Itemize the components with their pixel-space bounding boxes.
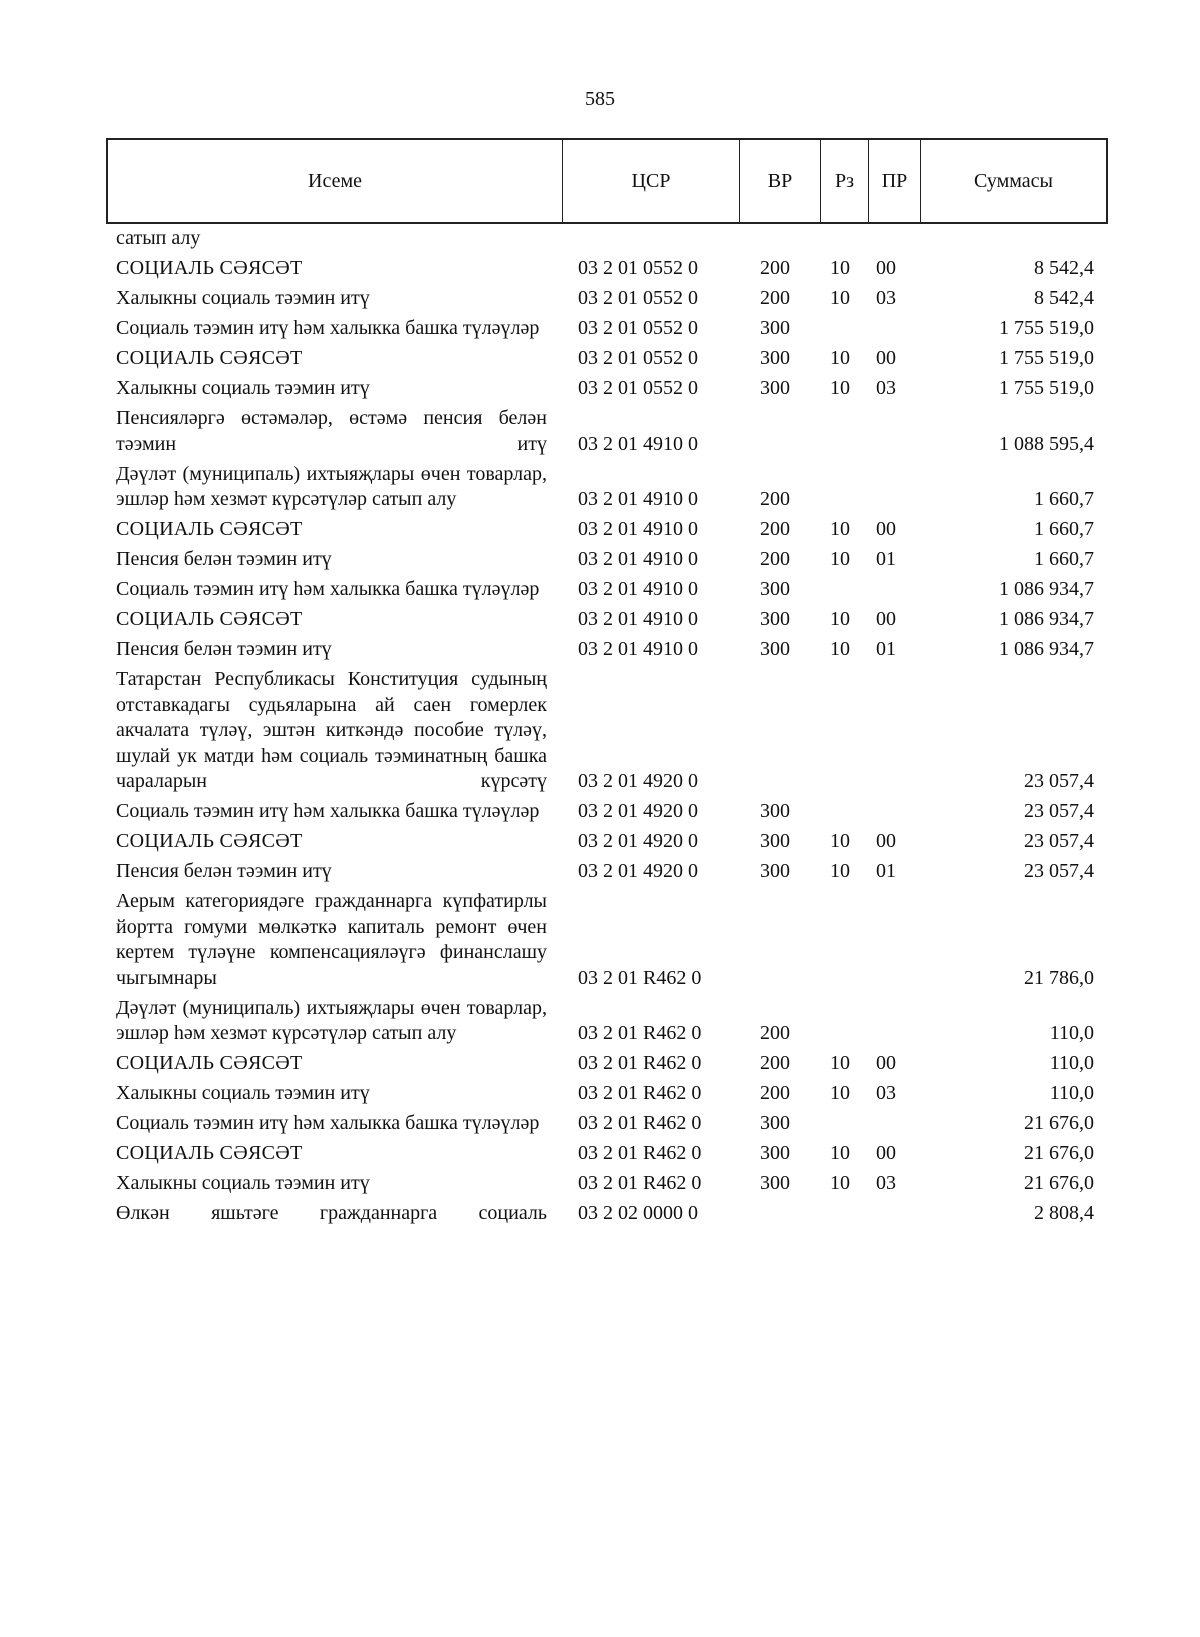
row-sum: 21 676,0 bbox=[1024, 1172, 1094, 1194]
table-row bbox=[0, 1111, 1200, 1137]
table-row bbox=[0, 1051, 1200, 1077]
row-rz: 10 bbox=[830, 638, 850, 660]
row-rz: 10 bbox=[830, 860, 850, 882]
row-csr: 03 2 01 0552 0 bbox=[578, 377, 698, 399]
table-row bbox=[0, 799, 1200, 825]
row-csr: 03 2 01 R462 0 bbox=[578, 966, 702, 989]
row-vr: 300 bbox=[760, 317, 790, 339]
row-name: Өлкән яшьтәге гражданнарга социаль bbox=[116, 1202, 547, 1224]
row-sum: 21 676,0 bbox=[1024, 1112, 1094, 1134]
row-sum: 110,0 bbox=[1049, 1082, 1094, 1104]
row-csr: 03 2 01 R462 0 bbox=[578, 1112, 702, 1134]
table-row bbox=[0, 607, 1200, 633]
row-pr: 03 bbox=[876, 1082, 896, 1104]
table-row bbox=[0, 637, 1200, 663]
row-pr: 00 bbox=[876, 257, 896, 279]
row-name: Пенсия белән тәэмин итү bbox=[116, 860, 332, 882]
row-vr: 300 bbox=[760, 578, 790, 600]
table-row bbox=[0, 462, 1200, 513]
table-row bbox=[0, 256, 1200, 282]
row-pr: 00 bbox=[876, 347, 896, 369]
table-row bbox=[0, 517, 1200, 543]
table-row bbox=[0, 1081, 1200, 1107]
row-name: Социаль тәэмин итү һәм халыкка башка түләүләр bbox=[116, 317, 540, 339]
table-row bbox=[0, 226, 1200, 252]
row-sum: 1 088 595,4 bbox=[999, 432, 1094, 455]
row-csr: 03 2 01 4910 0 bbox=[578, 638, 698, 660]
row-pr: 00 bbox=[876, 1142, 896, 1164]
row-name: СОЦИАЛЬ СӘЯСӘТ bbox=[116, 1142, 303, 1164]
table-row bbox=[0, 889, 1200, 991]
row-name: Социаль тәэмин итү һәм халыкка башка түләүләр bbox=[116, 1112, 540, 1134]
row-vr: 300 bbox=[760, 347, 790, 369]
row-csr: 03 2 01 4920 0 bbox=[578, 830, 698, 852]
row-vr: 200 bbox=[760, 488, 790, 510]
row-vr: 200 bbox=[760, 257, 790, 279]
row-vr: 200 bbox=[760, 287, 790, 309]
row-rz: 10 bbox=[830, 377, 850, 399]
row-sum: 21 786,0 bbox=[1024, 966, 1094, 989]
row-csr: 03 2 01 4910 0 bbox=[578, 488, 698, 510]
row-vr: 300 bbox=[760, 1142, 790, 1164]
row-sum: 8 542,4 bbox=[1034, 257, 1094, 279]
row-csr: 03 2 01 R462 0 bbox=[578, 1142, 702, 1164]
row-csr: 03 2 01 4920 0 bbox=[578, 770, 698, 792]
row-sum: 110,0 bbox=[1049, 1022, 1094, 1044]
row-rz: 10 bbox=[830, 1052, 850, 1074]
header-rz: Рз bbox=[820, 140, 868, 222]
row-name: СОЦИАЛЬ СӘЯСӘТ bbox=[116, 518, 303, 540]
row-pr: 01 bbox=[876, 860, 896, 882]
row-sum: 8 542,4 bbox=[1034, 287, 1094, 309]
table-row bbox=[0, 286, 1200, 312]
row-csr: 03 2 01 R462 0 bbox=[578, 1082, 702, 1104]
header-csr: ЦСР bbox=[562, 140, 739, 222]
row-name: Халыкны социаль тәэмин итү bbox=[116, 377, 370, 399]
row-rz: 10 bbox=[830, 518, 850, 540]
row-rz: 10 bbox=[830, 347, 850, 369]
row-csr: 03 2 01 4910 0 bbox=[578, 608, 698, 630]
row-sum: 1 755 519,0 bbox=[999, 317, 1094, 339]
row-csr: 03 2 02 0000 0 bbox=[578, 1202, 698, 1224]
row-name: Пенсия белән тәэмин итү bbox=[116, 638, 332, 660]
table-row bbox=[0, 316, 1200, 342]
table-row bbox=[0, 667, 1200, 795]
page-number: 585 bbox=[585, 88, 615, 110]
row-rz: 10 bbox=[830, 1172, 850, 1194]
row-name: Дәүләт (муниципаль) ихтыяҗлары өчен товарлар, эшләр һәм хезмәт күрсәтүләр сатып алу bbox=[116, 462, 547, 510]
header-sum: Суммасы bbox=[920, 140, 1106, 222]
header-name: Исеме bbox=[308, 169, 362, 192]
table-row bbox=[0, 577, 1200, 603]
row-name: Пенсияләргә өстәмәләр, өстәмә пенсия белән тәэмин итү bbox=[116, 407, 547, 455]
row-name: Халыкны социаль тәэмин итү bbox=[116, 287, 370, 309]
row-name: Пенсия белән тәэмин итү bbox=[116, 548, 332, 570]
row-sum: 1 660,7 bbox=[1034, 488, 1094, 510]
row-sum: 1 755 519,0 bbox=[999, 347, 1094, 369]
row-csr: 03 2 01 R462 0 bbox=[578, 1022, 702, 1044]
row-name: Дәүләт (муниципаль) ихтыяҗлары өчен товарлар, эшләр һәм хезмәт күрсәтүләр сатып алу bbox=[116, 996, 547, 1044]
row-vr: 200 bbox=[760, 518, 790, 540]
row-vr: 200 bbox=[760, 1082, 790, 1104]
row-name: СОЦИАЛЬ СӘЯСӘТ bbox=[116, 830, 303, 852]
row-vr: 200 bbox=[760, 1052, 790, 1074]
row-pr: 00 bbox=[876, 518, 896, 540]
row-csr: 03 2 01 0552 0 bbox=[578, 257, 698, 279]
row-csr: 03 2 01 4910 0 bbox=[578, 432, 698, 455]
row-pr: 00 bbox=[876, 608, 896, 630]
row-sum: 1 086 934,7 bbox=[999, 638, 1094, 660]
table-body bbox=[0, 226, 1200, 1227]
row-rz: 10 bbox=[830, 1082, 850, 1104]
row-pr: 01 bbox=[876, 548, 896, 570]
row-csr: 03 2 01 4920 0 bbox=[578, 800, 698, 822]
table-header bbox=[106, 138, 1108, 224]
row-pr: 01 bbox=[876, 638, 896, 660]
row-name: Халыкны социаль тәэмин итү bbox=[116, 1172, 370, 1194]
row-pr: 03 bbox=[876, 287, 896, 309]
row-vr: 200 bbox=[760, 548, 790, 570]
row-name: СОЦИАЛЬ СӘЯСӘТ bbox=[116, 1052, 303, 1074]
row-csr: 03 2 01 4910 0 bbox=[578, 578, 698, 600]
row-csr: 03 2 01 0552 0 bbox=[578, 347, 698, 369]
header-pr: ПР bbox=[868, 140, 920, 222]
row-csr: 03 2 01 0552 0 bbox=[578, 317, 698, 339]
row-sum: 23 057,4 bbox=[1024, 830, 1094, 852]
row-sum: 1 660,7 bbox=[1034, 548, 1094, 570]
row-name: СОЦИАЛЬ СӘЯСӘТ bbox=[116, 257, 303, 279]
table-row bbox=[0, 376, 1200, 402]
row-pr: 03 bbox=[876, 1172, 896, 1194]
row-sum: 2 808,4 bbox=[1034, 1202, 1094, 1224]
table-row bbox=[0, 859, 1200, 885]
row-sum: 1 755 519,0 bbox=[999, 377, 1094, 399]
row-csr: 03 2 01 0552 0 bbox=[578, 287, 698, 309]
row-name: СОЦИАЛЬ СӘЯСӘТ bbox=[116, 347, 303, 369]
row-vr: 300 bbox=[760, 800, 790, 822]
row-sum: 1 086 934,7 bbox=[999, 578, 1094, 600]
row-sum: 23 057,4 bbox=[1024, 770, 1094, 792]
row-sum: 21 676,0 bbox=[1024, 1142, 1094, 1164]
row-vr: 300 bbox=[760, 608, 790, 630]
row-name: Татарстан Республикасы Конституция судының отставкадагы судьяларына ай саен гомерлек акчалата түләү, эштән киткәндә пособие түләү, шулай ук матди һәм социаль тәэминатның башка чараларын күрсәтү bbox=[116, 668, 547, 792]
row-csr: 03 2 01 4920 0 bbox=[578, 860, 698, 882]
row-name: Социаль тәэмин итү һәм халыкка башка түләүләр bbox=[116, 800, 540, 822]
table-row bbox=[0, 406, 1200, 457]
row-csr: 03 2 01 R462 0 bbox=[578, 1172, 702, 1194]
table-row bbox=[0, 1141, 1200, 1167]
row-csr: 03 2 01 R462 0 bbox=[578, 1052, 702, 1074]
row-name: СОЦИАЛЬ СӘЯСӘТ bbox=[116, 608, 303, 630]
table-row bbox=[0, 346, 1200, 372]
row-name: Халыкны социаль тәэмин итү bbox=[116, 1082, 370, 1104]
row-name: Аерым категориядәге гражданнарга күпфатирлы йортта гомуми мөлкәткә капиталь ремонт өчен кертем түләүне компенсацияләүгә финанслашу чыгымнары bbox=[116, 890, 547, 989]
row-sum: 23 057,4 bbox=[1024, 800, 1094, 822]
row-sum: 1 660,7 bbox=[1034, 518, 1094, 540]
table-row bbox=[0, 829, 1200, 855]
row-rz: 10 bbox=[830, 608, 850, 630]
table-row bbox=[0, 996, 1200, 1047]
row-sum: 23 057,4 bbox=[1024, 860, 1094, 882]
row-csr: 03 2 01 4910 0 bbox=[578, 518, 698, 540]
row-vr: 200 bbox=[760, 1022, 790, 1044]
row-rz: 10 bbox=[830, 548, 850, 570]
row-rz: 10 bbox=[830, 830, 850, 852]
table-row bbox=[0, 1201, 1200, 1227]
row-pr: 00 bbox=[876, 830, 896, 852]
row-rz: 10 bbox=[830, 1142, 850, 1164]
table-row bbox=[0, 1171, 1200, 1197]
row-name: сатып алу bbox=[116, 227, 201, 249]
row-vr: 300 bbox=[760, 638, 790, 660]
row-sum: 110,0 bbox=[1049, 1052, 1094, 1074]
row-rz: 10 bbox=[830, 287, 850, 309]
row-pr: 00 bbox=[876, 1052, 896, 1074]
row-vr: 300 bbox=[760, 860, 790, 882]
row-vr: 300 bbox=[760, 1112, 790, 1134]
row-rz: 10 bbox=[830, 257, 850, 279]
row-csr: 03 2 01 4910 0 bbox=[578, 548, 698, 570]
row-vr: 300 bbox=[760, 830, 790, 852]
row-vr: 300 bbox=[760, 1172, 790, 1194]
row-name: Социаль тәэмин итү һәм халыкка башка түләүләр bbox=[116, 578, 540, 600]
row-pr: 03 bbox=[876, 377, 896, 399]
header-vr: ВР bbox=[739, 140, 820, 222]
row-sum: 1 086 934,7 bbox=[999, 608, 1094, 630]
row-vr: 300 bbox=[760, 377, 790, 399]
table-row bbox=[0, 547, 1200, 573]
